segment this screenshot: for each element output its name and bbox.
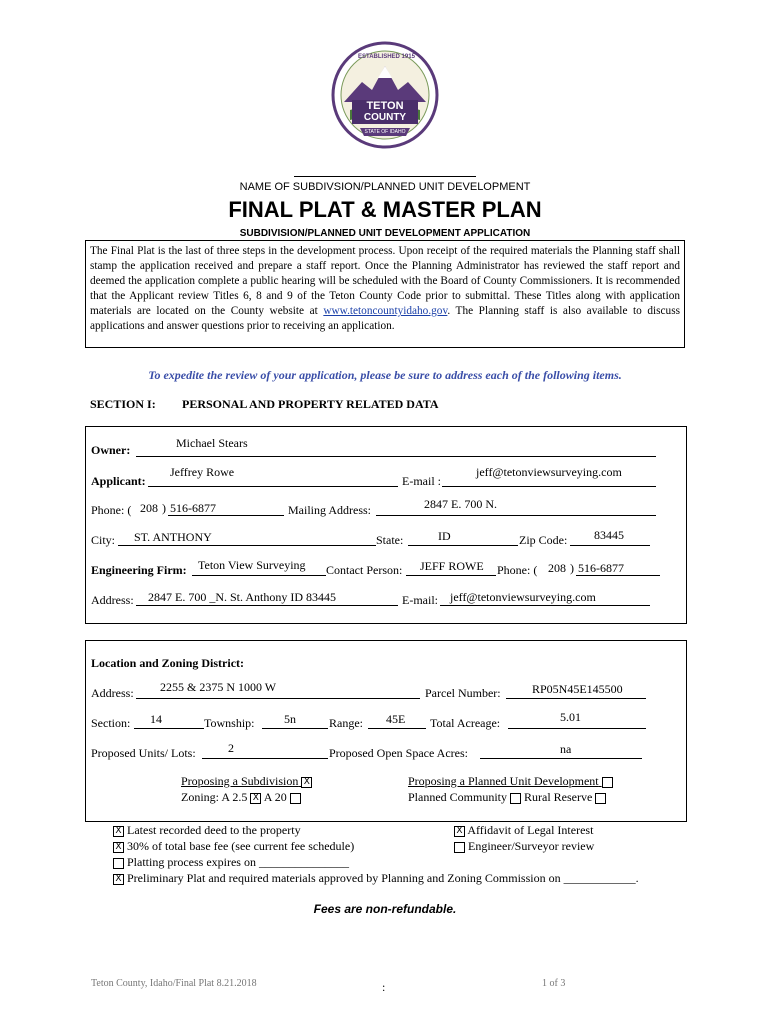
email-line[interactable] (442, 486, 656, 487)
checklist-text: Preliminary Plat and required materials approved by Planning and Zoning Commission on ____________. (127, 871, 639, 885)
open-space-label: Proposed Open Space Acres: (329, 746, 468, 760)
mailing-value[interactable]: 2847 E. 700 N. (424, 497, 497, 511)
zoning-a25-checkbox[interactable]: X (250, 793, 261, 804)
checklist-checkbox[interactable] (113, 858, 124, 869)
intro-text (90, 244, 680, 334)
rural-reserve-text: Rural Reserve (524, 790, 593, 804)
checklist-right-item (454, 823, 593, 838)
checklist-right-checkbox[interactable]: X (454, 826, 465, 837)
units-label: Proposed Units/ Lots: (91, 746, 196, 760)
intro-box (85, 240, 685, 348)
owner-value[interactable]: Michael Stears (176, 436, 248, 450)
phone-label: Phone: ( (91, 503, 132, 517)
email-label: E-mail : (402, 474, 441, 488)
mailing-line[interactable] (376, 515, 656, 516)
firm-email-value[interactable]: jeff@tetonviewsurveying.com (450, 590, 596, 604)
checklist-right-text: Engineer/Surveyor review (468, 839, 595, 853)
fees-text: Fees are non-refundable (313, 902, 454, 916)
section-title: PERSONAL AND PROPERTY RELATED DATA (182, 397, 439, 411)
checklist-item (113, 839, 354, 854)
location-heading: Location and Zoning District: (91, 656, 245, 670)
phone-close-paren: ) (162, 501, 166, 515)
township-value[interactable]: 5n (284, 712, 296, 726)
zoning-a25-text: Zoning: A 2.5 (181, 790, 248, 804)
checklist-text: Latest recorded deed to the property (127, 823, 301, 837)
checklist-item (113, 855, 349, 870)
owner-label: Owner: (91, 443, 131, 457)
phone-area-value[interactable]: 208 (140, 501, 158, 515)
phone2-area-value[interactable]: 208 (548, 561, 566, 575)
zoning-a20-checkbox[interactable] (290, 793, 301, 804)
range-label: Range: (329, 716, 363, 730)
contact-person-value[interactable]: JEFF ROWE (420, 559, 484, 573)
zip-value[interactable]: 83445 (594, 528, 624, 542)
units-line[interactable] (202, 758, 328, 759)
state-line[interactable] (408, 545, 518, 546)
firm-email-line[interactable] (440, 605, 650, 606)
firm-address-value[interactable]: 2847 E. 700 _N. St. Anthony ID 83445 (148, 590, 337, 604)
township-label: Township: (204, 716, 255, 730)
city-line[interactable] (118, 545, 376, 546)
applicant-label: Applicant: (91, 474, 146, 488)
fees-note: Fees are non-refundable. (313, 902, 457, 916)
footer-left: Teton County, Idaho/Final Plat 8.21.2018 (91, 978, 257, 989)
teton-county-logo (330, 40, 440, 150)
engineering-firm-label: Engineering Firm: (91, 563, 187, 577)
owner-line[interactable] (136, 456, 656, 457)
planned-community-label (408, 790, 606, 805)
page-title: FINAL PLAT & MASTER PLAN (228, 197, 542, 222)
proposing-pud-text: Proposing a Planned Unit Development (408, 774, 599, 788)
acreage-label: Total Acreage: (430, 716, 501, 730)
county-website-link[interactable]: www.tetoncountyidaho.gov (323, 305, 448, 317)
checklist-right-item (454, 839, 594, 854)
zoning-a20-text: A 20 (263, 790, 287, 804)
acreage-value[interactable]: 5.01 (560, 710, 581, 724)
township-line[interactable] (262, 728, 328, 729)
section-label: Section: (91, 716, 131, 730)
logo-main-text-2: COUNTY (363, 112, 407, 123)
footer-page-number: 1 of 3 (542, 978, 566, 989)
checklist-item (113, 871, 639, 886)
logo-top-text: ESTABLISHED 1915 (358, 54, 415, 60)
logo-banner-text: STATE OF IDAHO (364, 129, 406, 135)
mailing-label: Mailing Address: (288, 503, 371, 517)
applicant-value[interactable]: Jeffrey Rowe (170, 465, 235, 479)
parcel-value[interactable]: RP05N45E145500 (532, 682, 623, 696)
checklist-item (113, 823, 301, 838)
state-value[interactable]: ID (438, 529, 451, 543)
checklist-right-text: Affidavit of Legal Interest (467, 823, 594, 837)
location-address-line[interactable] (136, 698, 420, 699)
logo-main-text: TETON (366, 100, 404, 112)
proposing-subdivision-text: Proposing a Subdivision (181, 774, 299, 788)
zip-label: Zip Code: (519, 533, 568, 547)
engineering-firm-value[interactable]: Teton View Surveying (198, 558, 306, 572)
city-value[interactable]: ST. ANTHONY (134, 530, 212, 544)
email-value[interactable]: jeff@tetonviewsurveying.com (476, 465, 622, 479)
expedite-note: To expedite the review of your application, please be sure to address each of the following items. (148, 368, 622, 382)
intro-text-body: The Final Plat is the last of three steps in the development process. Upon receipt of the required materials the Planning staff shall stamp the application received and prepare a staff report. Once the Planning Administrator has reviewed the staff report and deemed the application complete a public hearing will be scheduled with the Board of County Commissioners. It is recommended that the Applicant review Titles 6, 8 and 9 of the Teton County Code prior to submittal. These Titles along with application materials are located on the County website at (90, 245, 680, 317)
footer-center: : (382, 980, 386, 994)
open-space-line[interactable] (480, 758, 642, 759)
proposing-subdivision-checkbox[interactable]: X (301, 777, 312, 788)
firm-address-line[interactable] (136, 605, 398, 606)
phone2-close-paren: ) (570, 561, 574, 575)
location-address-label: Address: (91, 686, 134, 700)
zoning-label (181, 790, 301, 805)
page-subtitle: SUBDIVISION/PLANNED UNIT DEVELOPMENT APPLICATION (239, 228, 531, 239)
checklist-text: Platting process expires on _______________ (127, 855, 349, 869)
phone2-label: Phone: ( (497, 563, 538, 577)
parcel-line[interactable] (506, 698, 646, 699)
proposing-pud-label (408, 774, 613, 789)
location-address-value[interactable]: 2255 & 2375 N 1000 W (160, 680, 277, 694)
section-line[interactable] (134, 728, 204, 729)
phone-value[interactable]: 516-6877 (170, 501, 216, 515)
firm-address-label: Address: (91, 593, 134, 607)
proposing-subdivision-label (181, 774, 312, 789)
checklist-checkbox[interactable]: X (113, 826, 124, 837)
rural-reserve-checkbox[interactable] (595, 793, 606, 804)
engineering-firm-line[interactable] (192, 575, 326, 576)
acreage-line[interactable] (508, 728, 646, 729)
checklist-text: 30% of total base fee (see current fee schedule) (127, 839, 355, 853)
firm-email-label: E-mail: (402, 593, 438, 607)
section-number: SECTION I: (90, 397, 156, 411)
checklist-checkbox[interactable]: X (113, 842, 124, 853)
proposing-pud-checkbox[interactable] (602, 777, 613, 788)
checklist-right-checkbox[interactable] (454, 842, 465, 853)
subdivision-name-label: NAME OF SUBDIVSION/PLANNED UNIT DEVELOPMENT (239, 181, 531, 193)
units-value[interactable]: 2 (228, 741, 234, 755)
planned-community-text: Planned Community (408, 790, 507, 804)
intro-text-tail: . The Planning staff is also available to discuss applications and answer questions prior to receiving an application. (90, 305, 680, 332)
open-space-value[interactable]: na (560, 742, 572, 756)
range-line[interactable] (368, 728, 426, 729)
parcel-label: Parcel Number: (425, 686, 501, 700)
city-label: City: (91, 533, 116, 547)
subdivision-name-line[interactable] (294, 176, 476, 177)
phone2-value[interactable]: 516-6877 (578, 561, 624, 575)
checklist-checkbox[interactable]: X (113, 874, 124, 885)
contact-person-line[interactable] (406, 575, 496, 576)
planned-community-checkbox[interactable] (510, 793, 521, 804)
section-value[interactable]: 14 (150, 712, 162, 726)
range-value[interactable]: 45E (386, 712, 406, 726)
applicant-line[interactable] (148, 486, 398, 487)
zip-line[interactable] (570, 545, 650, 546)
contact-person-label: Contact Person: (326, 563, 403, 577)
state-label: State: (376, 533, 404, 547)
